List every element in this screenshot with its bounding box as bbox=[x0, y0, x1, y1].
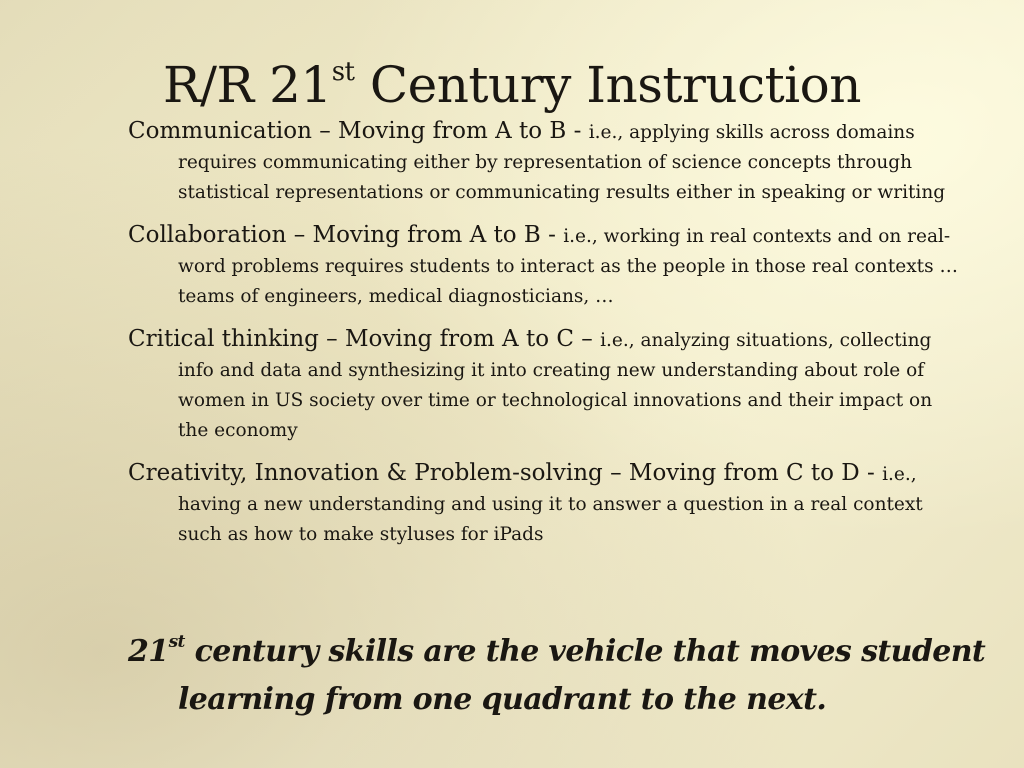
bullet-description: i.e., having a new understanding and using it to answer a question in a real context such as how to make styluses for iPads bbox=[178, 464, 923, 545]
title-superscript: st bbox=[331, 56, 355, 87]
bullet-description: i.e., working in real contexts and on real-word problems requires students to interact as the people in those real contexts … teams of engineers, medical diagnosticians, … bbox=[178, 226, 958, 307]
bullet-description: i.e., applying skills across domains requires communicating either by representation of science concepts through statistical representations or communicating results either in speaking or writing bbox=[178, 122, 946, 203]
closing-superscript: st bbox=[168, 632, 185, 652]
bullet-lead: Collaboration – Moving from A to B - bbox=[128, 222, 564, 248]
closing-statement bbox=[128, 628, 1008, 724]
bullet-lead: Communication – Moving from A to B - bbox=[128, 118, 589, 144]
slide-title bbox=[0, 56, 1024, 114]
title-prefix: R/R 21 bbox=[163, 55, 332, 114]
closing-prefix: 21 bbox=[128, 634, 169, 669]
bullet-item-communication bbox=[128, 116, 958, 208]
title-suffix: Century Instruction bbox=[354, 55, 861, 114]
bullet-item-creativity bbox=[128, 458, 958, 550]
bullet-list bbox=[128, 116, 958, 562]
bullet-item-critical-thinking bbox=[128, 324, 958, 446]
bullet-item-collaboration bbox=[128, 220, 958, 312]
closing-suffix: century skills are the vehicle that moves student learning from one quadrant to the next. bbox=[178, 634, 986, 717]
bullet-lead: Critical thinking – Moving from A to C – bbox=[128, 326, 601, 352]
bullet-lead: Creativity, Innovation & Problem-solving – Moving from C to D - bbox=[128, 460, 883, 486]
bullet-description: i.e., analyzing situations, collecting info and data and synthesizing it into creating new understanding about role of women in US society over time or technological innovations and their impact on the economy bbox=[178, 330, 933, 441]
